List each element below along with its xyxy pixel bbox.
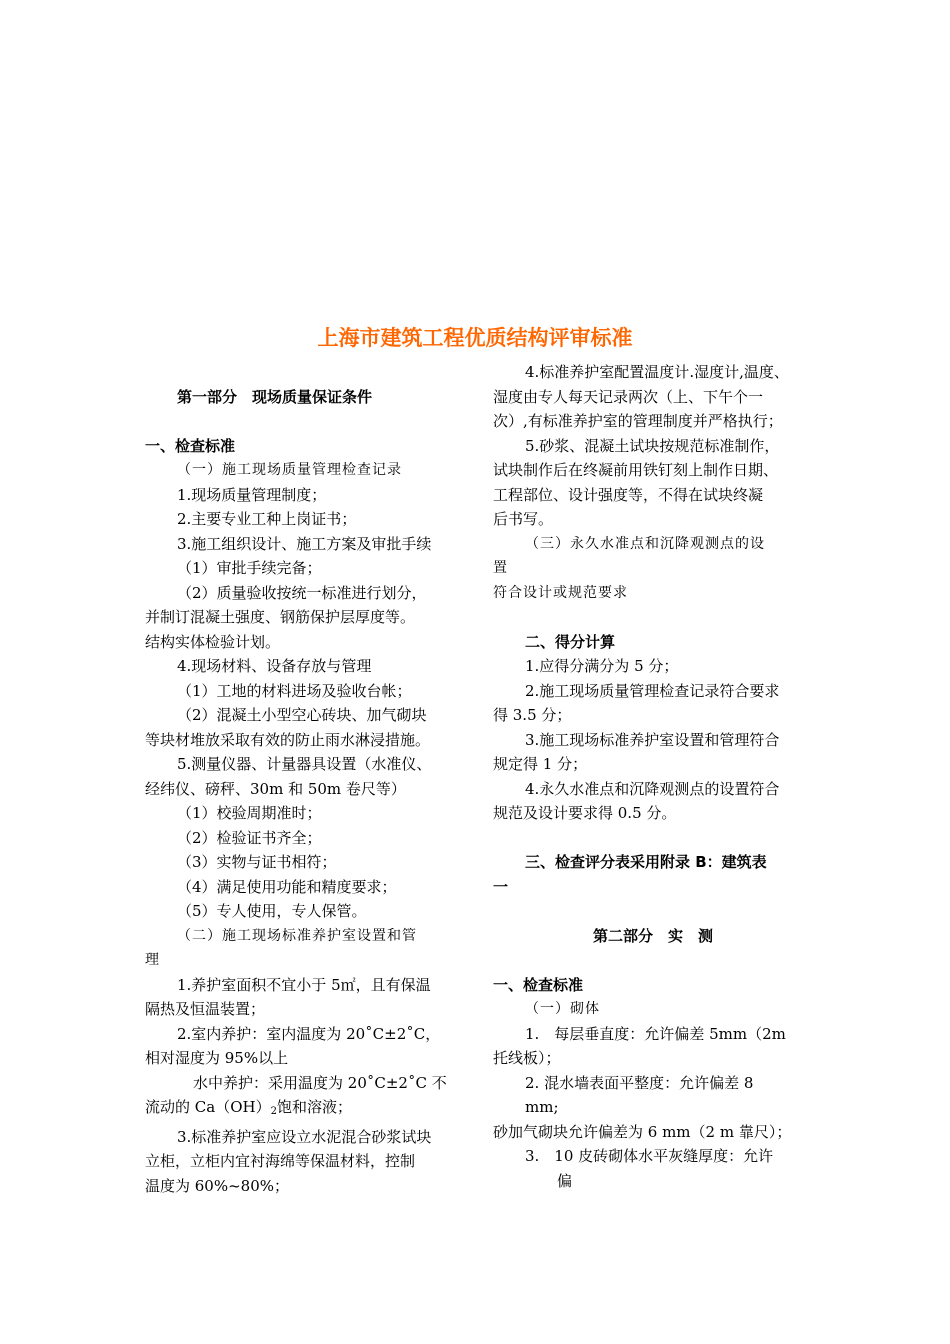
- list-item: 3.施工现场标准养护室设置和管理符合: [525, 730, 780, 749]
- subsection-heading-continued: 理: [145, 952, 160, 968]
- list-item-continued: 规定得 1 分；: [493, 755, 588, 773]
- list-item-continued: 砂加气砌块允许偏差为 6 mm（2 m 靠尺）；: [493, 1122, 792, 1141]
- list-item-continued: 等块材堆放采取有效的防止雨水淋浸措施。: [145, 730, 431, 749]
- list-item-continued: mm;: [525, 1098, 559, 1116]
- list-item: （3）实物与证书相符；: [177, 853, 337, 871]
- list-item: 1.应得分满分为 5 分；: [525, 657, 679, 675]
- list-item: 2.主要专业工种上岗证书；: [177, 510, 357, 528]
- list-item: 5.砂浆、混凝土试块按规范标准制作，: [525, 436, 780, 455]
- list-item-continued: 托线板）；: [493, 1049, 561, 1067]
- list-item-continued: 次）,有标准养护室的管理制度并严格执行；: [493, 412, 783, 430]
- list-item-continued: 相对湿度为 95%以上: [145, 1049, 289, 1067]
- list-item: 1.养护室面积不宜小于 5㎡，且有保温: [177, 975, 431, 994]
- list-item-continued: 工程部位、设计强度等，不得在试块终凝: [493, 485, 764, 504]
- list-item: （5）专人使用，专人保管。: [177, 902, 367, 920]
- list-item: 1. 每层垂直度：允许偏差 5mm（2m: [525, 1024, 786, 1043]
- right-column: [493, 360, 815, 1193]
- list-item: 3. 10 皮砖砌体水平灰缝厚度：允许: [525, 1147, 774, 1165]
- subsection-heading-continued: 置: [493, 560, 508, 576]
- document-title: 上海市建筑工程优质结构评审标准: [317, 326, 633, 350]
- list-item-continued: 湿度由专人每天记录两次（上、下午个一: [493, 387, 764, 406]
- list-item-continued: 隔热及恒温装置；: [145, 1000, 266, 1018]
- part-heading: 第二部分 实 测: [593, 926, 714, 945]
- list-item: 5.测量仪器、计量器具设置（水准仪、: [177, 755, 432, 773]
- list-item-continued: 温度为 60%~80%；: [145, 1176, 290, 1195]
- paragraph: 符合设计或规范要求: [493, 584, 628, 601]
- list-item: （4）满足使用功能和精度要求；: [177, 877, 397, 896]
- list-item: 2. 混水墙表面平整度：允许偏差 8: [525, 1073, 754, 1092]
- part-heading: 第一部分 现场质量保证条件: [177, 387, 373, 406]
- list-item: （2）混凝土小型空心砖块、加气砌块: [177, 706, 427, 724]
- list-item: 4.标准养护室配置温度计.湿度计,温度、: [525, 363, 789, 381]
- list-item: 2.施工现场质量管理检查记录符合要求: [525, 681, 780, 700]
- list-item-continued: 经纬仪、磅秤、30m 和 50m 卷尺等）: [145, 779, 406, 798]
- subscript-text: 2: [270, 1106, 277, 1117]
- list-item-continued: 试块制作后在终凝前用铁钉刻上制作日期、: [493, 461, 779, 479]
- formula-suffix: 饱和溶液；: [276, 1098, 352, 1116]
- list-item: 3.标准养护室应设立水泥混合砂浆试块: [177, 1127, 432, 1146]
- section-heading: 二、得分计算: [525, 632, 616, 651]
- list-item: （1）工地的材料进场及验收台帐；: [177, 681, 412, 700]
- list-item: （1）审批手续完备；: [177, 559, 322, 577]
- list-item: 4.现场材料、设备存放与管理: [177, 657, 372, 675]
- list-item-continued: 后书写。: [493, 510, 554, 528]
- list-item-continued: 结构实体检验计划。: [145, 632, 281, 651]
- subsection-heading: （一）施工现场质量管理检查记录: [177, 462, 402, 478]
- list-item-continued: 规范及设计要求得 0.5 分。: [493, 804, 677, 822]
- subsection-heading: （一）砌体: [525, 1001, 600, 1017]
- list-item-continued: 得 3.5 分；: [493, 706, 572, 724]
- list-item-continued: 立柜，立柜内宜衬海绵等保温材料，控制: [145, 1152, 416, 1170]
- list-item: 3.施工组织设计、施工方案及审批手续: [177, 534, 432, 553]
- list-item: （2）检验证书齐全；: [177, 828, 322, 847]
- list-item: 2.室内养护：室内温度为 20˚C±2˚C，: [177, 1024, 441, 1043]
- list-item: 1.现场质量管理制度；: [177, 485, 327, 504]
- subsection-heading: （三）永久水准点和沉降观测点的设: [525, 535, 765, 552]
- list-item: 水中养护：采用温度为 20˚C±2˚C 不: [193, 1073, 447, 1092]
- section-heading: 一、检查标准: [493, 975, 584, 994]
- list-item: （1）校验周期准时；: [177, 804, 322, 822]
- section-heading: 三、检查评分表采用附录 B：建筑表: [525, 853, 767, 871]
- section-heading: 一、检查标准: [145, 436, 236, 455]
- list-item: 4.永久水准点和沉降观测点的设置符合: [525, 779, 780, 798]
- list-item-continued: 并制订混凝土强度、钢筋保护层厚度等。: [145, 608, 416, 626]
- list-item-continued: 偏: [557, 1171, 573, 1190]
- left-column: [145, 360, 463, 1198]
- formula-text: 流动的 Ca（OH）: [145, 1098, 271, 1116]
- list-item: （2）质量验收按统一标准进行划分，: [177, 583, 427, 602]
- list-item-continued: [145, 1095, 463, 1125]
- subsection-heading: （二）施工现场标准养护室设置和管: [177, 927, 417, 944]
- section-heading-continued: 一: [493, 877, 509, 896]
